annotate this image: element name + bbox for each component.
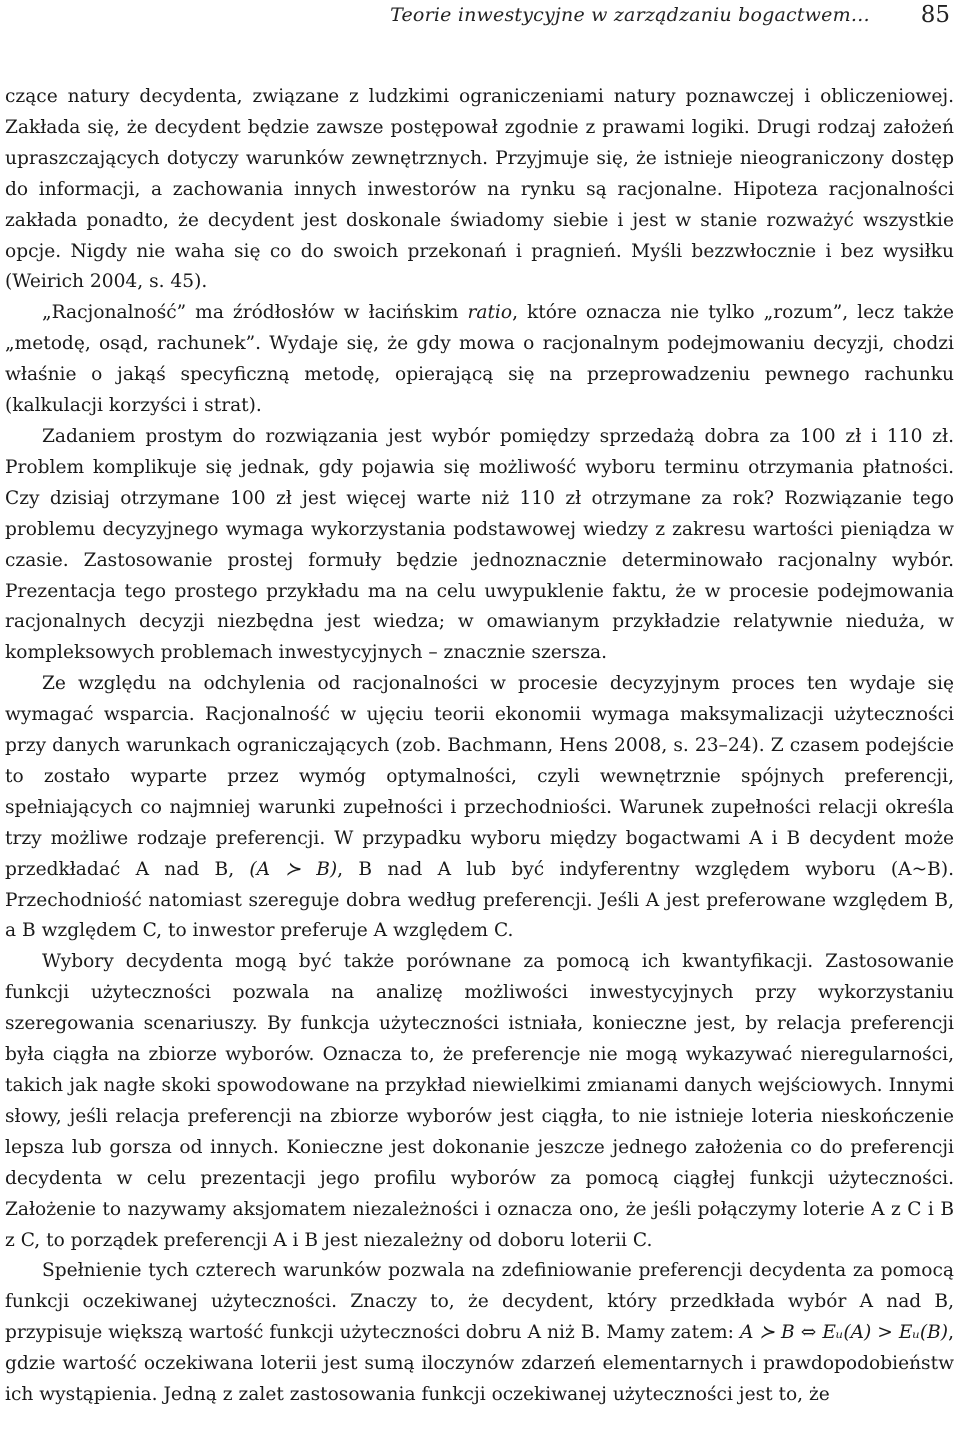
body-text [5,82,954,1411]
paragraph-text: , które oznacza nie tylko „rozum”, lecz także „metodę, osąd, rachunek”. Wydaje się, że gdy mowa o racjonalnym podejmowaniu decyzji, chodzi właśnie o jakąś specyficzną metodę, opierającą się na przeprowadzeniu pewnego rachunku (kalkulacji korzyści i strat). [5,302,954,417]
paragraph-text: Zadaniem prostym do rozwiązania jest wybór pomiędzy sprzedażą dobra za 100 zł i 110 zł. Problem komplikuje się jednak, gdy pojawia się możliwość wyboru terminu otrzymania płatności. Czy dzisiaj otrzymane 100 zł jest więcej warte niż 110 zł otrzymane za rok? Rozwiązanie tego problemu decyzyjnego wymaga wykorzystania podstawowej wiedzy z zakresu wartości pieniądza w czasie. Zastosowanie prostej formuły będzie jednoznacznie determinowało racjonalny wybór. Prezentacja tego prostego przykładu ma na celu uwypuklenie faktu, że w procesie podejmowania racjonalnych decyzji niezbędna jest wiedza; w omawianym przykładzie relatywnie nieduża, w kompleksowych problemach inwestycyjnych – znacznie szersza. [5,425,954,664]
paragraph-text: , B nad A lub być indyferentny względem wyboru (A~B). Przechodniość natomiast szereguje dobra według preferencji. Jeśli A jest preferowane względem B, a B względem C, to inwestor preferuje A względem C. [5,858,954,942]
paragraph [5,947,954,1256]
paragraph-text: Spełnienie tych czterech warunków pozwala na zdefiniowanie preferencji decydenta za pomocą funkcji oczekiwanej użyteczności. Znaczy to, że decydent, który przedkłada wybór A nad B, przypisuje większą wartość funkcji użyteczności dobru A niż B. Mamy zatem: [5,1260,954,1344]
paragraph [5,669,954,947]
paragraph-text: , gdzie wartość oczekiwana loterii jest sumą iloczynów zdarzeń elementarnych i prawdopodobieństw ich wystąpienia. Jedną z zalet zastosowania funkcji oczekiwanej użyteczności jest to, że [5,1322,954,1406]
paragraph-text: czące natury decydenta, związane z ludzkimi ograniczeniami natury poznawczej i obliczeniowej. Zakłada się, że decydent będzie zawsze postępował zgodnie z prawami logiki. Drugi rodzaj założeń upraszczających dotyczy warunków zewnętrznych. Przyjmuje się, że istnieje nieograniczony dostęp do informacji, a zachowania innych inwestorów na rynku są racjonalne. Hipoteza racjonalności zakłada ponadto, że decydent jest doskonale świadomy siebie i jest w stanie rozważyć wszystkie opcje. Nigdy nie waha się co do swoich przekonań i pragnień. Myśli bezzwłocznie i bez wysiłku (Weirich 2004, s. 45). [5,86,954,293]
paragraph [5,1256,954,1411]
expected-utility-formula: A ≻ B ⇔ Eᵤ(A) > Eᵤ(B) [739,1322,949,1344]
paragraph [5,422,954,669]
latin-term: ratio [467,302,513,324]
paragraph [5,82,954,298]
paragraph [5,298,954,422]
running-title: Teorie inwestycyjne w zarządzaniu bogactwem… [390,4,870,26]
preference-formula: (A ≻ B) [249,858,338,880]
paragraph-text: „Racjonalność” ma źródłosłów w łacińskim [42,302,468,324]
page-number: 85 [920,2,950,28]
running-header [0,0,960,36]
paragraph-text: Ze względu na odchylenia od racjonalności w procesie decyzyjnym proces ten wydaje się wymagać wsparcia. Racjonalność w ujęciu teorii ekonomii wymaga maksymalizacji użyteczności przy danych warunkach ograniczających (zob. Bachmann, Hens 2008, s. 23–24). Z czasem podejście to zostało wyparte przez wymóg optymalności, czyli wewnętrznie spójnych preferencji, spełniających co najmniej warunki zupełności i przechodniości. Warunek zupełności relacji określa trzy możliwe rodzaje preferencji. W przypadku wyboru między bogactwami A i B decydent może przedkładać A nad B, [5,673,954,880]
paragraph-text: Wybory decydenta mogą być także porównane za pomocą ich kwantyfikacji. Zastosowanie funkcji użyteczności pozwala na analizę możliwości inwestycyjnych przy wykorzystaniu szeregowania scenariuszy. By funkcja użyteczności istniała, konieczne jest, by relacja preferencji była ciągła na zbiorze wyborów. Oznacza to, że preferencje nie mogą wykazywać nieregularności, takich jak nagłe skoki spowodowane na przykład niewielkimi zmianami danych wejściowych. Innymi słowy, jeśli relacja preferencji na zbiorze wyborów jest ciągła, to nie istnieje loteria nieskończenie lepsza lub gorsza od innych. Konieczne jest dokonanie jeszcze jednego założenia co do preferencji decydenta w celu prezentacji jego profilu wyborów za pomocą ciągłej funkcji użyteczności. Założenie to nazywamy aksjomatem niezależności i oznacza ono, że jeśli połączymy loterie A z C i B z C, to porządek preferencji A i B jest niezależny od doboru loterii C. [5,951,954,1251]
